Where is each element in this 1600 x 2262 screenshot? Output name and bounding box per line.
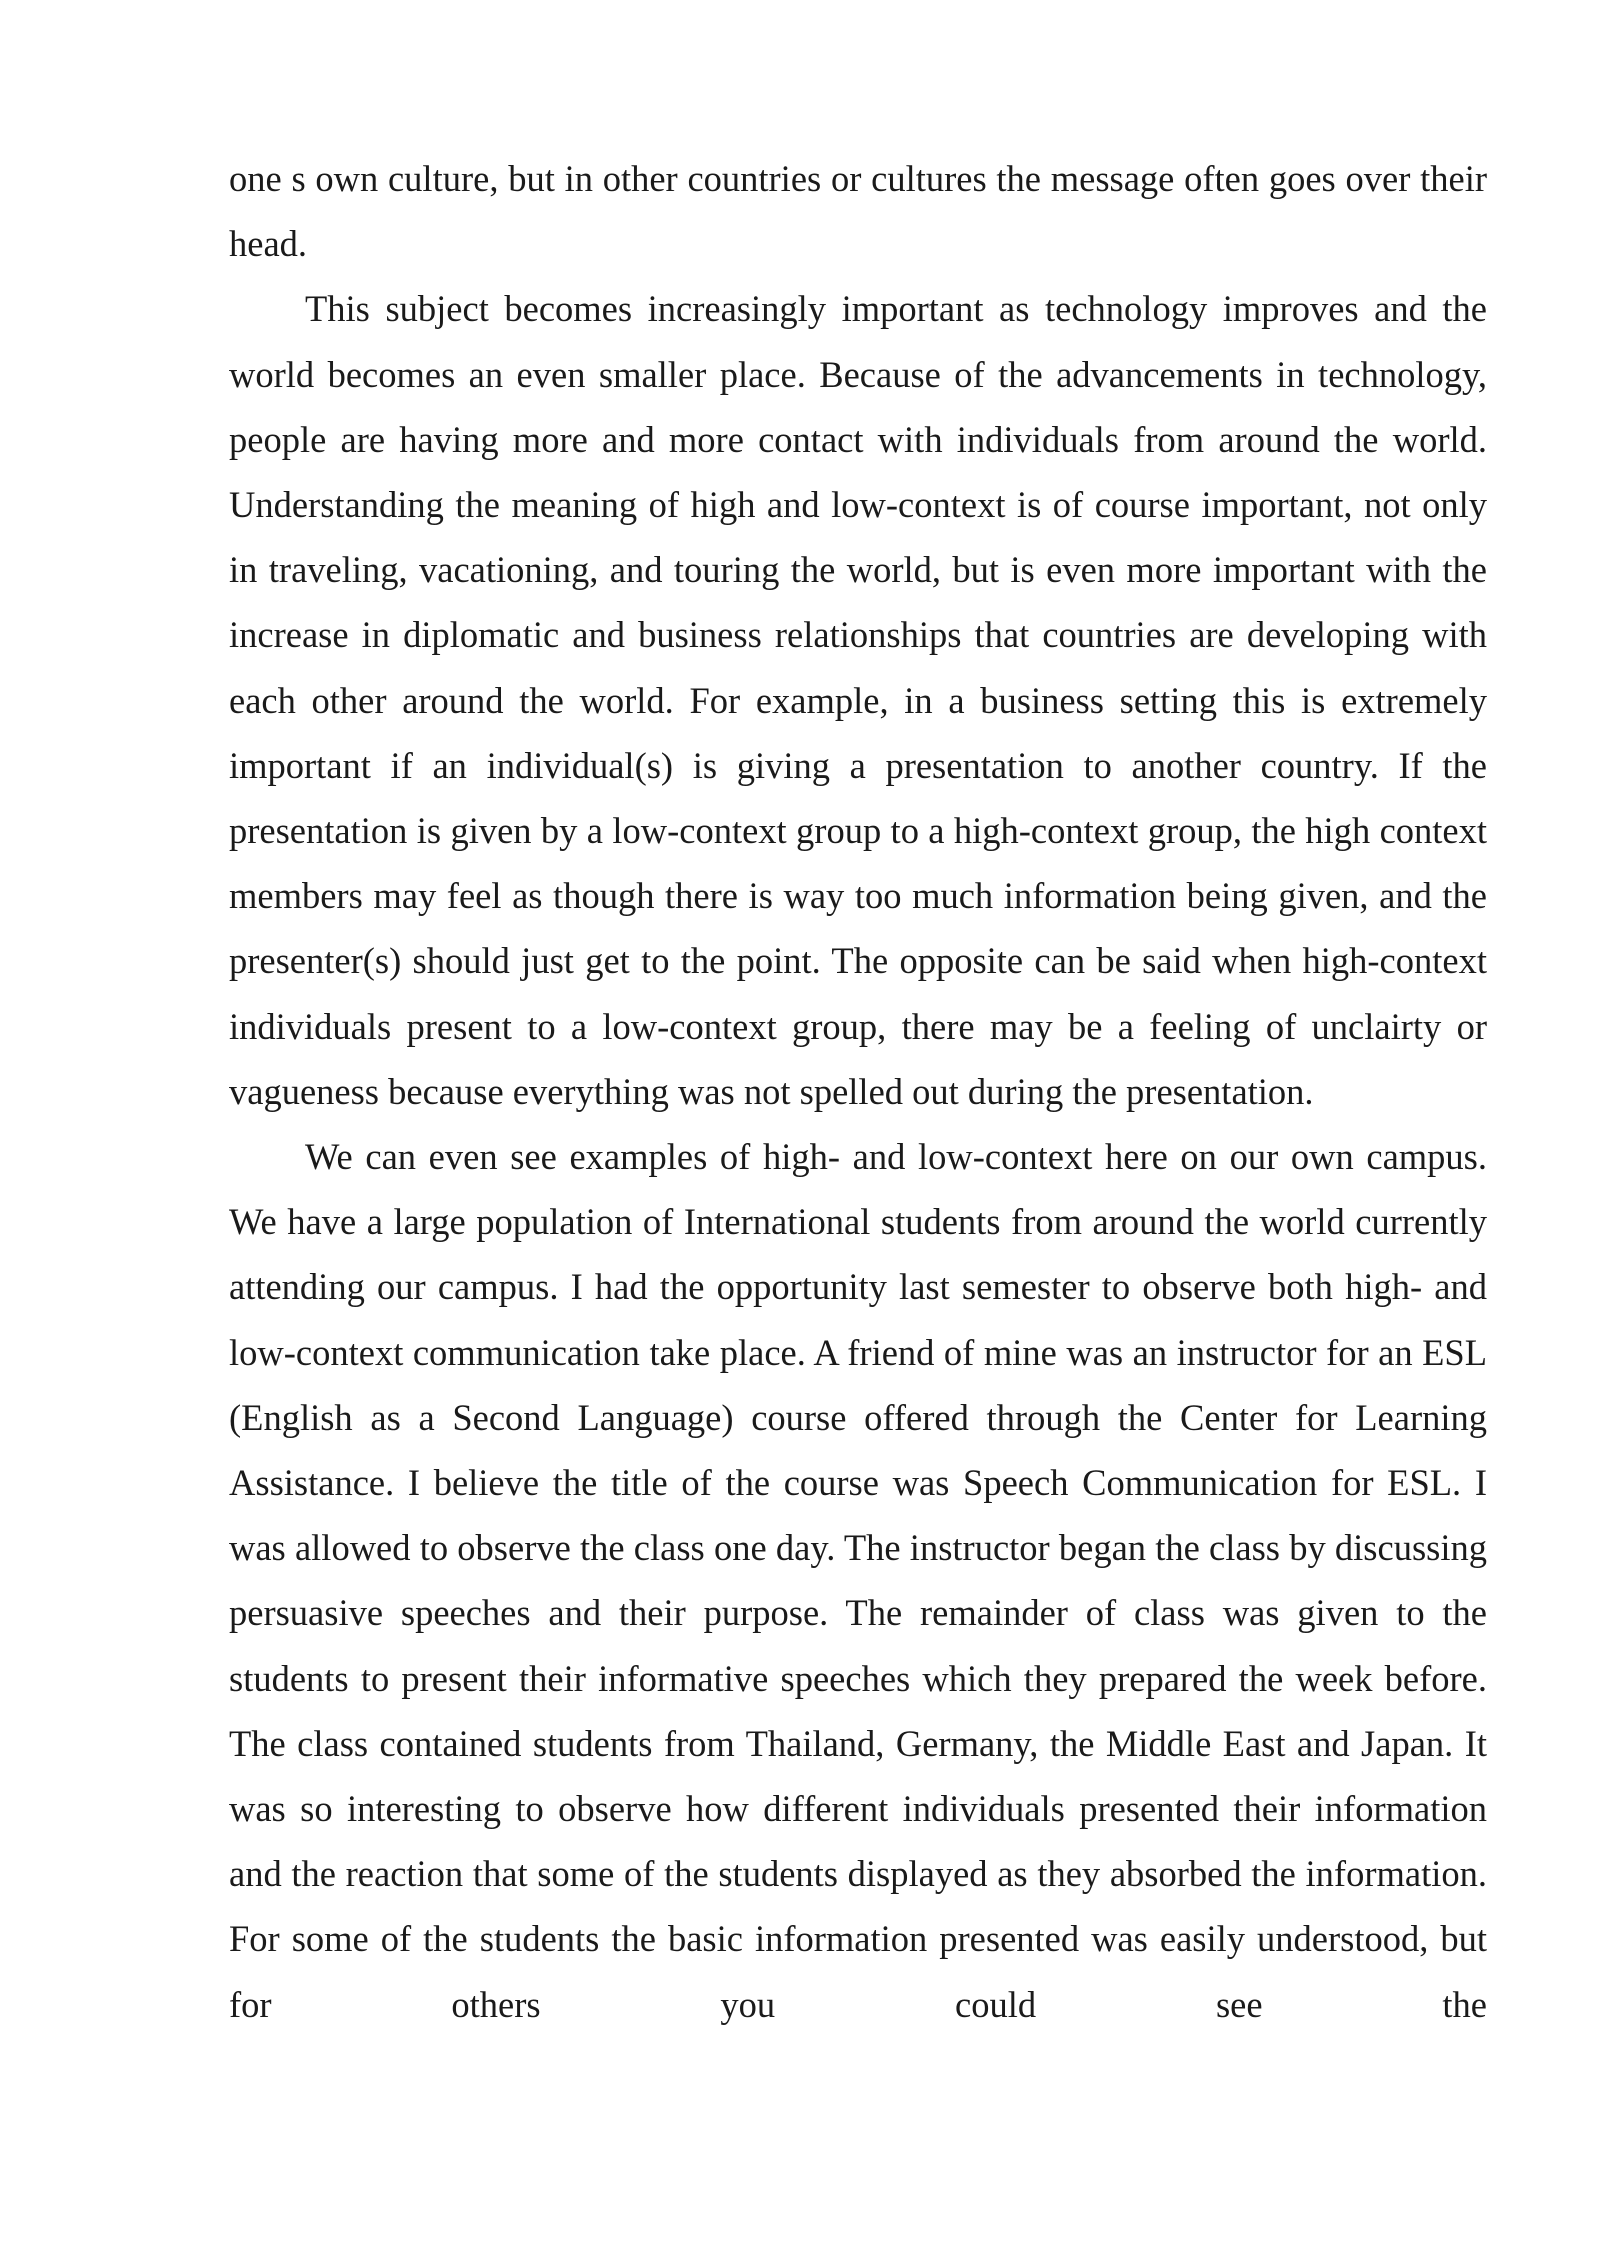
paragraph-technology: This subject becomes increasingly important as technology improves and the world becomes an even smaller place. Because of the advancements in technology, people are having more and more contact with individuals from around the world. Understanding the meaning of high and low-context is of course important, not only in traveling, vacationing, and touring the world, but is even more important with the increase in diplomatic and business relationships that countries are developing with each other around the world. For example, in a business setting this is extremely important if an individual(s) is giving a presentation to another country. If the presentation is given by a low-context group to a high-context group, the high context members may feel as though there is way too much information being given, and the presenter(s) should just get to the point. The opposite can be said when high-context individuals present to a low-context group, there may be a feeling of unclairty or vagueness because everything was not spelled out during the presentation.	[229, 288, 1487, 1112]
body-text	[229, 146, 1487, 2037]
paragraph-campus-example: We can even see examples of high- and low-context here on our own campus. We have a large population of International students from around the world currently attending our campus. I had the opportunity last semester to observe both high- and low-context communication take place. A friend of mine was an instructor for an ESL (English as a Second Language) course offered through the Center for Learning Assistance. I believe the title of the course was Speech Communication for ESL. I was allowed to observe the class one day. The instructor began the class by discussing persuasive speeches and their purpose. The remainder of class was given to the students to present their informative speeches which they prepared the week before. The class contained students from Thailand, Germany, the Middle East and Japan. It was so interesting to observe how different individuals presented their information and the reaction that some of the students displayed as they absorbed the information. For some of the students the basic information presented was easily understood, but for others you could see the	[229, 1136, 1487, 2025]
paragraph-continuation: one s own culture, but in other countries or cultures the message often goes over their head.	[229, 158, 1487, 265]
